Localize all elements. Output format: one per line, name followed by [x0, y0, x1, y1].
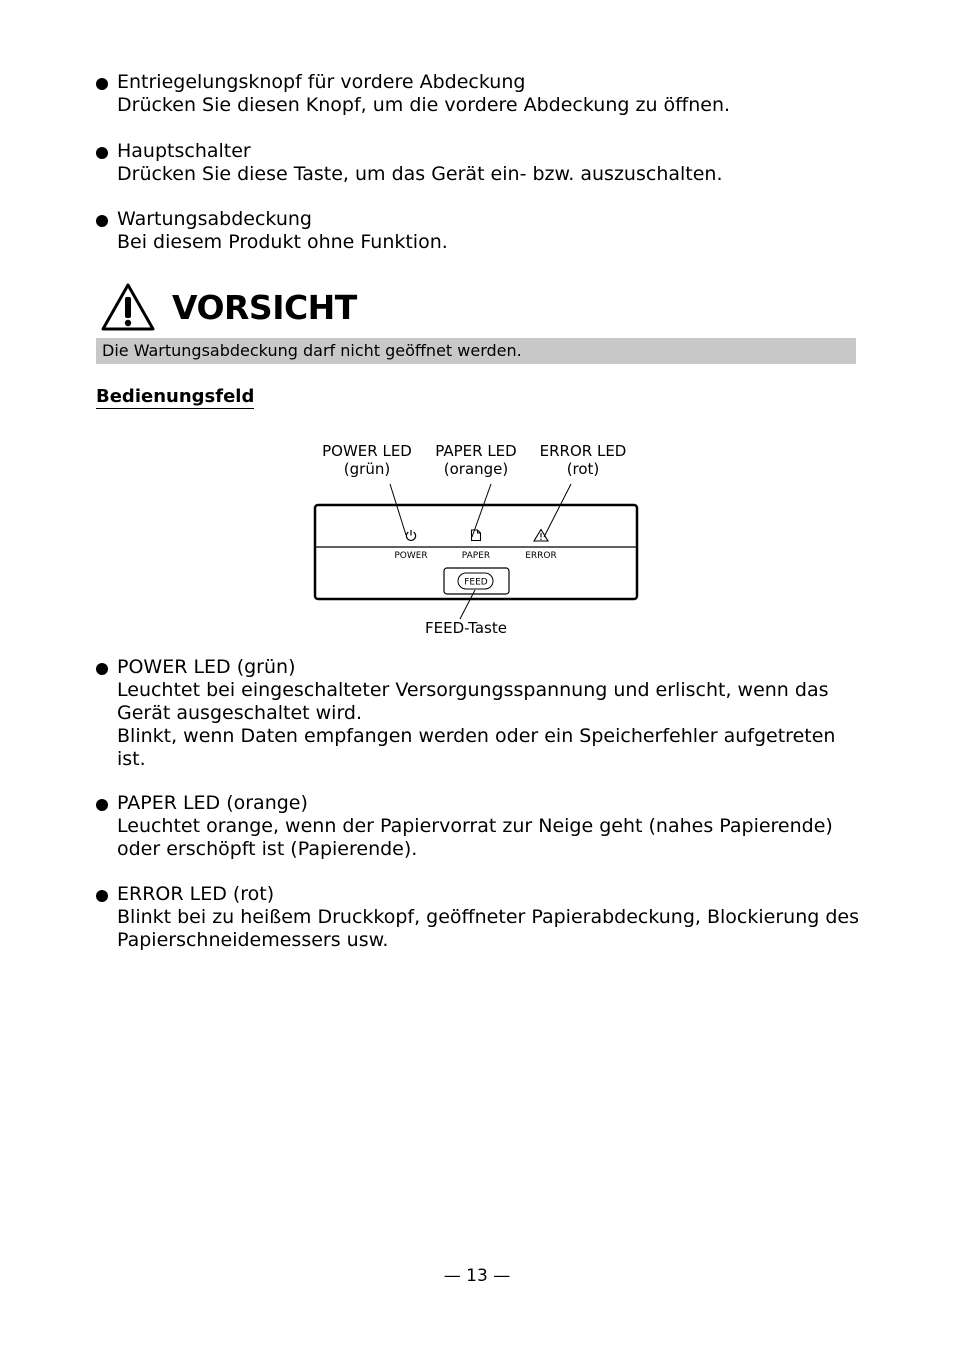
bullet-icon — [96, 890, 108, 902]
panel-label-power: POWER — [394, 551, 428, 561]
callout-paper-color: (orange) — [443, 460, 509, 478]
bullet-icon — [96, 663, 108, 675]
item-title: ERROR LED (rot) — [117, 883, 275, 905]
callout-power-led: POWER LED — [322, 442, 412, 460]
item-line: Blinkt bei zu heißem Druckkopf, geöffneter Papierabdeckung, Blockierung des — [117, 906, 859, 928]
item-title: Hauptschalter — [117, 140, 251, 162]
callout-feed-button: FEED-Taste — [425, 619, 507, 637]
power-icon — [406, 530, 415, 540]
item-line: Leuchtet bei eingeschalteter Versorgungsspannung und erlischt, wenn das — [117, 679, 829, 701]
leader-line-power — [390, 484, 406, 535]
warning-title: VORSICHT — [172, 288, 357, 327]
panel-label-paper: PAPER — [461, 551, 491, 561]
item-line: Drücken Sie diese Taste, um das Gerät ein- bzw. auszuschalten. — [117, 163, 723, 185]
item-line: Gerät ausgeschaltet wird. — [117, 702, 363, 724]
item-line: oder erschöpft ist (Papierende). — [117, 838, 418, 860]
item-line: Bei diesem Produkt ohne Funktion. — [117, 231, 448, 253]
item-line: Leuchtet orange, wenn der Papiervorrat zur Neige geht (nahes Papierende) — [117, 815, 833, 837]
callout-power-color: (grün) — [343, 460, 391, 478]
list-item-power-led — [96, 656, 866, 771]
item-title: POWER LED (grün) — [117, 656, 296, 678]
callout-error-led: ERROR LED — [539, 442, 627, 460]
item-title: PAPER LED (orange) — [117, 792, 308, 814]
callout-error-color: (rot) — [566, 460, 600, 478]
page-number: — 13 — — [443, 1266, 511, 1286]
caution-text: Die Wartungsabdeckung darf nicht geöffnet werden. — [102, 341, 522, 360]
bullet-icon — [96, 799, 108, 811]
list-item-error-led — [96, 883, 866, 952]
list-item-paper-led — [96, 792, 866, 861]
item-line: Drücken Sie diesen Knopf, um die vordere Abdeckung zu öffnen. — [117, 94, 731, 116]
item-title: Wartungsabdeckung — [117, 208, 312, 230]
callout-paper-led: PAPER LED — [435, 442, 517, 460]
warning-triangle-icon — [534, 530, 548, 542]
panel-label-error: ERROR — [525, 551, 557, 561]
item-title: Entriegelungsknopf für vordere Abdeckung — [117, 71, 526, 93]
leader-line-error — [544, 484, 571, 537]
item-line: Blinkt, wenn Daten empfangen werden oder ein Speicherfehler aufgetreten — [117, 725, 836, 747]
section-heading: Bedienungsfeld — [96, 386, 255, 407]
control-panel-diagram — [0, 0, 954, 660]
leader-line-paper — [472, 484, 491, 537]
item-line: ist. — [117, 748, 146, 770]
item-line: Papierschneidemessers usw. — [117, 929, 389, 951]
feed-button-label: FEED — [464, 577, 488, 588]
